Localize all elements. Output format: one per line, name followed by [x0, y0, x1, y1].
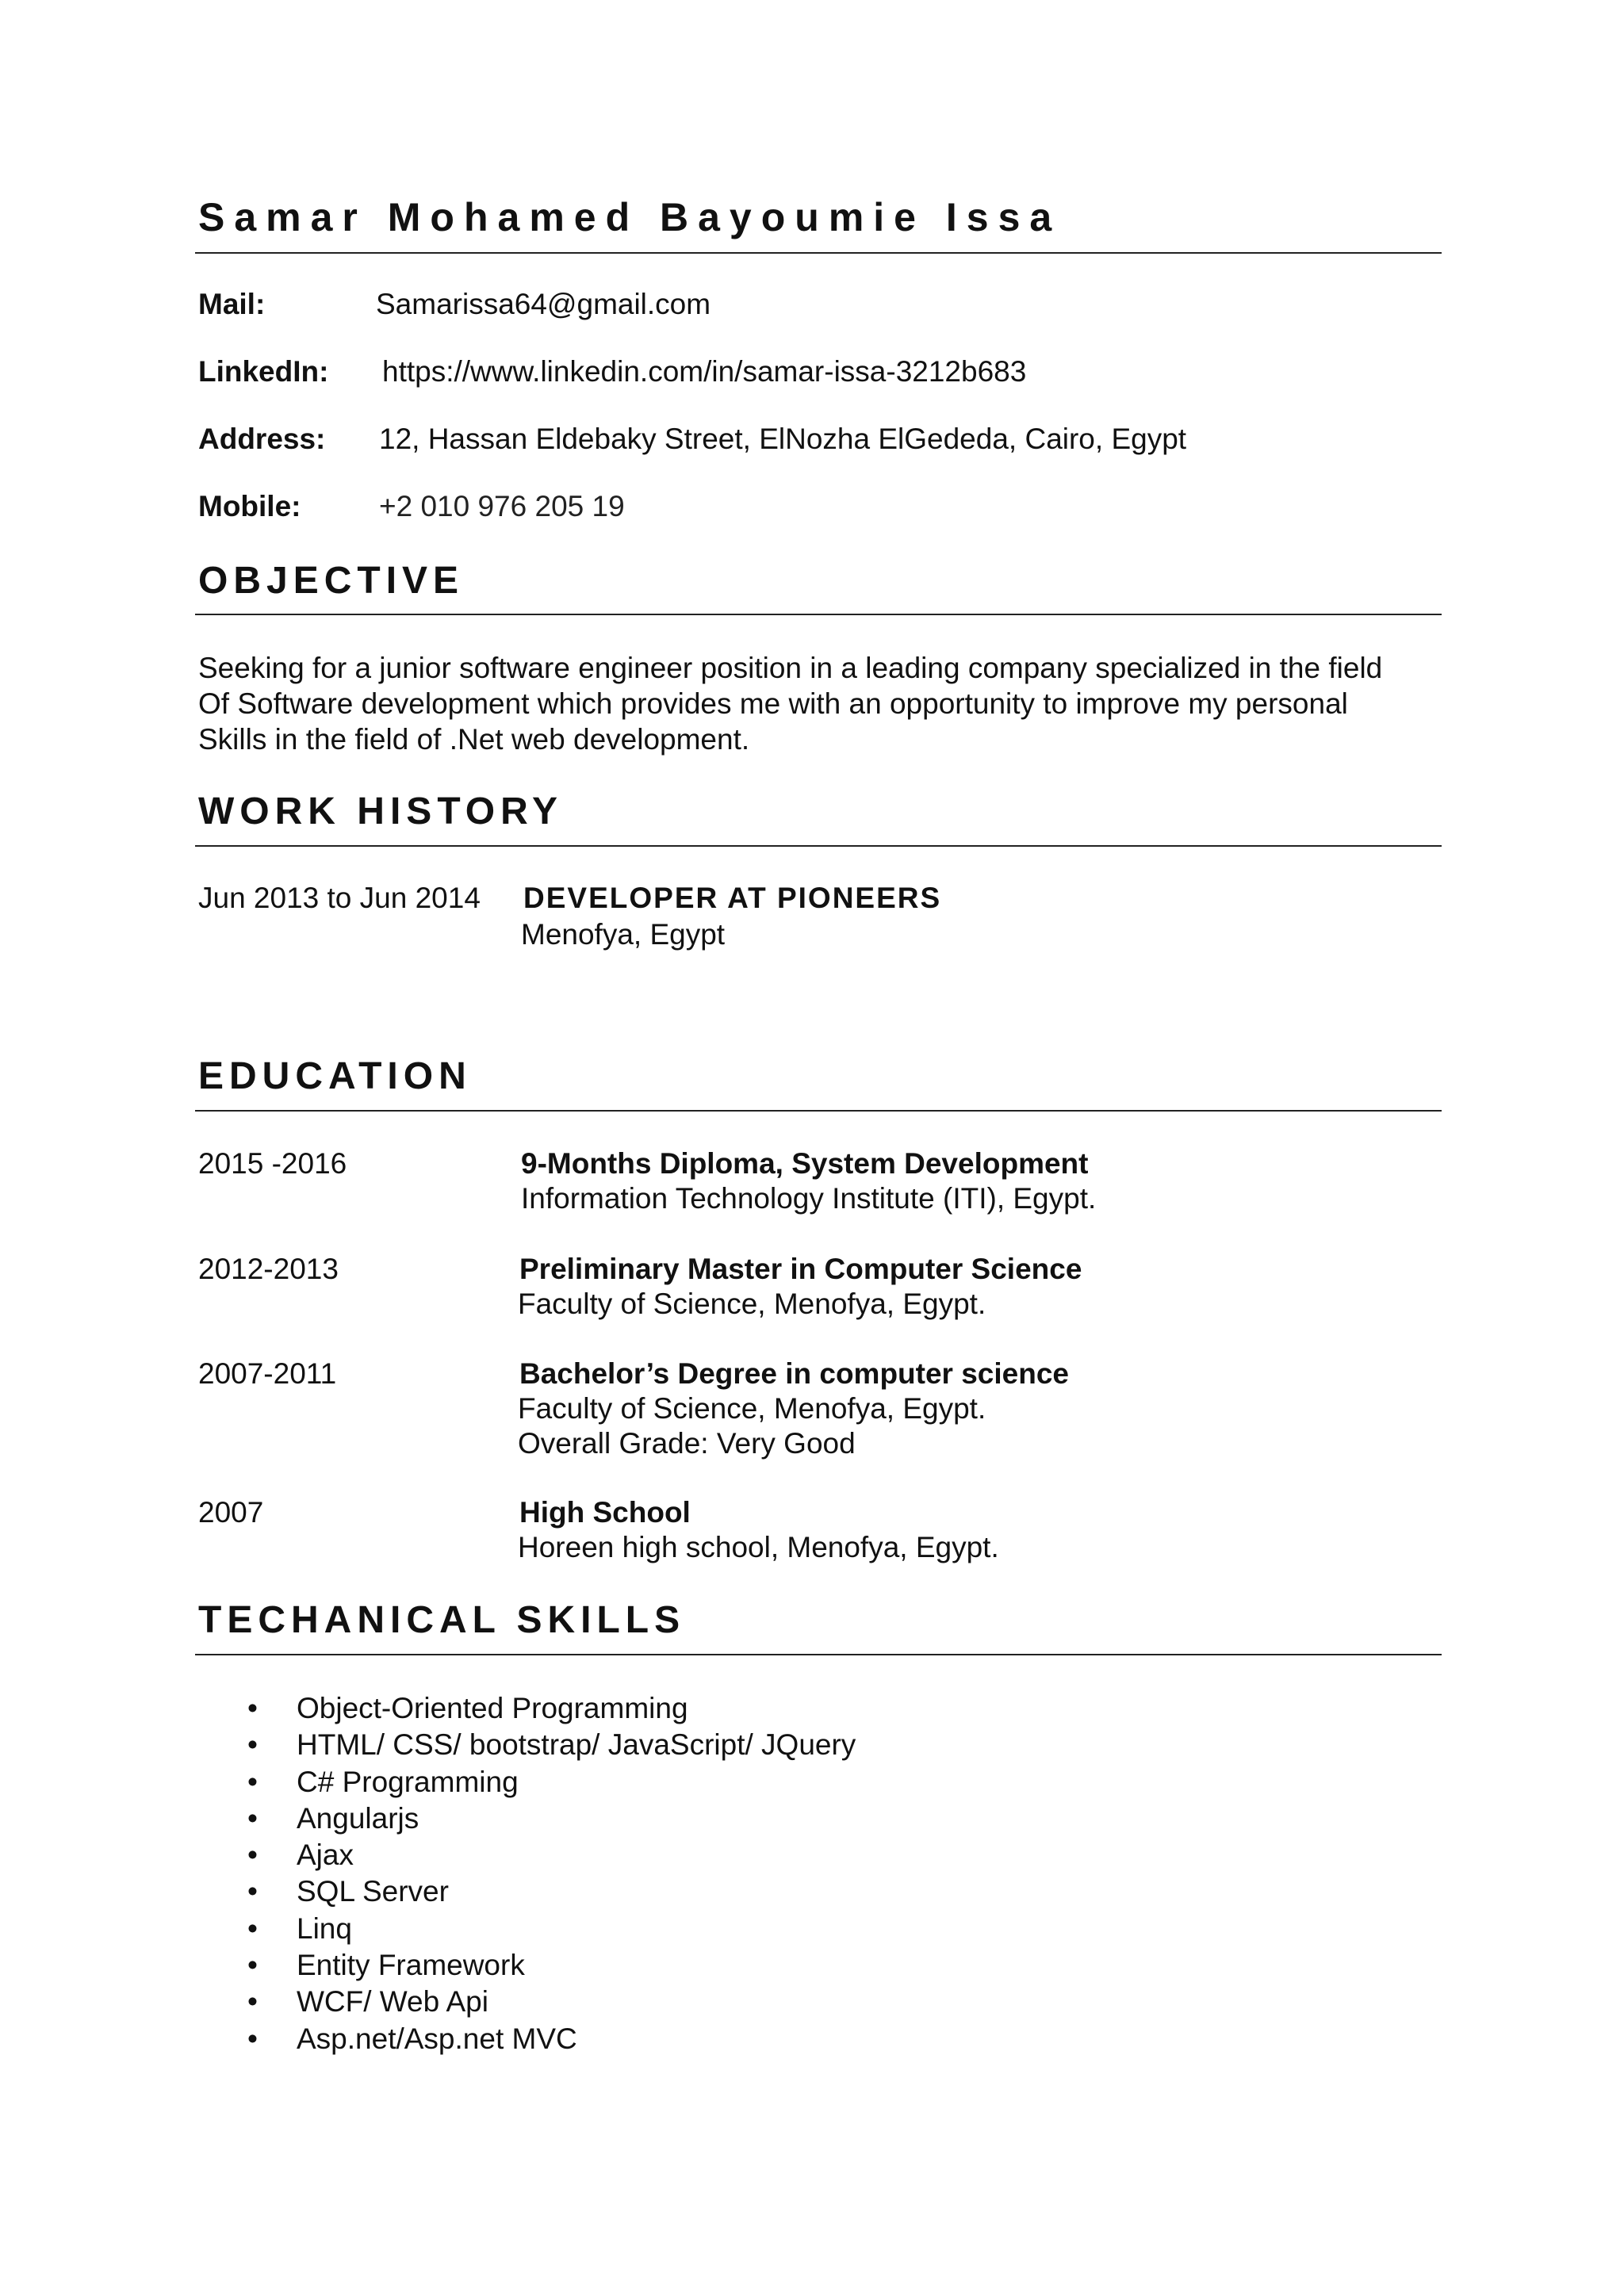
- education-institution: Horeen high school, Menofya, Egypt.: [518, 1531, 999, 1563]
- list-item: [247, 1800, 856, 1837]
- linkedin-value[interactable]: https://www.linkedin.com/in/samar-issa-3212b683: [382, 355, 1027, 388]
- skill-label: Angularjs: [297, 1801, 419, 1835]
- list-item: [247, 1837, 856, 1873]
- list-item: [247, 2021, 856, 2057]
- education-institution: Information Technology Institute (ITI), Egypt.: [521, 1182, 1097, 1215]
- header-divider: [195, 252, 1442, 254]
- work-role: DEVELOPER AT PIONEERS: [523, 882, 942, 914]
- list-item: [247, 1727, 856, 1763]
- mail-label: Mail:: [198, 288, 266, 320]
- objective-text: [198, 650, 1467, 757]
- education-date: 2015 -2016: [198, 1147, 347, 1180]
- skills-heading: TECHANICAL SKILLS: [198, 1599, 686, 1641]
- mobile-value: +2 010 976 205 19: [379, 490, 625, 522]
- list-item: [247, 1873, 856, 1910]
- list-item: [247, 1947, 856, 1984]
- work-location: Menofya, Egypt: [521, 918, 726, 951]
- work-date: Jun 2013 to Jun 2014: [198, 882, 481, 914]
- skill-label: C# Programming: [297, 1765, 519, 1798]
- mail-value[interactable]: Samarissa64@gmail.com: [376, 288, 711, 320]
- skill-label: Asp.net/Asp.net MVC: [297, 2022, 577, 2055]
- bullet-icon: •: [247, 1765, 258, 1798]
- education-institution: Faculty of Science, Menofya, Egypt.: [518, 1288, 986, 1320]
- bullet-icon: •: [247, 1801, 258, 1835]
- skill-label: Ajax: [297, 1839, 354, 1872]
- address-label: Address:: [198, 423, 326, 455]
- education-date: 2007: [198, 1496, 264, 1529]
- skills-list: [247, 1690, 856, 2057]
- education-heading: EDUCATION: [198, 1055, 472, 1097]
- education-grade: Overall Grade: Very Good: [518, 1427, 856, 1460]
- bullet-icon: •: [247, 1728, 258, 1762]
- objective-line: Seeking for a junior software engineer position in a leading company specialized in the field: [198, 652, 1383, 684]
- mobile-label: Mobile:: [198, 490, 301, 522]
- skill-label: SQL Server: [297, 1875, 449, 1908]
- education-divider: [195, 1110, 1442, 1112]
- objective-line: Skills in the field of .Net web development.: [198, 723, 750, 756]
- address-value: 12, Hassan Eldebaky Street, ElNozha ElGededa, Cairo, Egypt: [379, 423, 1187, 455]
- bullet-icon: •: [247, 1985, 258, 2019]
- linkedin-label: LinkedIn:: [198, 355, 329, 388]
- candidate-name: Samar Mohamed Bayoumie Issa: [198, 195, 1062, 239]
- education-institution: Faculty of Science, Menofya, Egypt.: [518, 1392, 986, 1425]
- bullet-icon: •: [247, 1692, 258, 1724]
- work-history-heading: WORK HISTORY: [198, 790, 564, 832]
- bullet-icon: •: [247, 1839, 258, 1872]
- list-item: [247, 1984, 856, 2020]
- education-degree: High School: [519, 1496, 691, 1529]
- list-item: [247, 1911, 856, 1947]
- skill-label: Entity Framework: [297, 1949, 525, 1982]
- list-item: [247, 1690, 856, 1727]
- bullet-icon: •: [247, 1949, 258, 1982]
- bullet-icon: •: [247, 1875, 258, 1908]
- education-degree: Preliminary Master in Computer Science: [519, 1253, 1082, 1285]
- objective-line: Of Software development which provides me with an opportunity to improve my personal: [198, 687, 1348, 720]
- education-degree: 9-Months Diploma, System Development: [521, 1147, 1089, 1180]
- skill-label: Object-Oriented Programming: [297, 1692, 688, 1724]
- objective-divider: [195, 614, 1442, 615]
- education-date: 2007-2011: [198, 1357, 337, 1390]
- skills-divider: [195, 1654, 1442, 1655]
- bullet-icon: •: [247, 1911, 258, 1945]
- skill-label: WCF/ Web Api: [297, 1985, 488, 2019]
- skill-label: HTML/ CSS/ bootstrap/ JavaScript/ JQuery: [297, 1728, 856, 1762]
- education-degree: Bachelor’s Degree in computer science: [519, 1357, 1069, 1390]
- objective-heading: OBJECTIVE: [198, 560, 465, 602]
- work-history-divider: [195, 845, 1442, 847]
- list-item: [247, 1764, 856, 1800]
- education-date: 2012-2013: [198, 1253, 339, 1285]
- bullet-icon: •: [247, 2022, 258, 2055]
- skill-label: Linq: [297, 1911, 352, 1945]
